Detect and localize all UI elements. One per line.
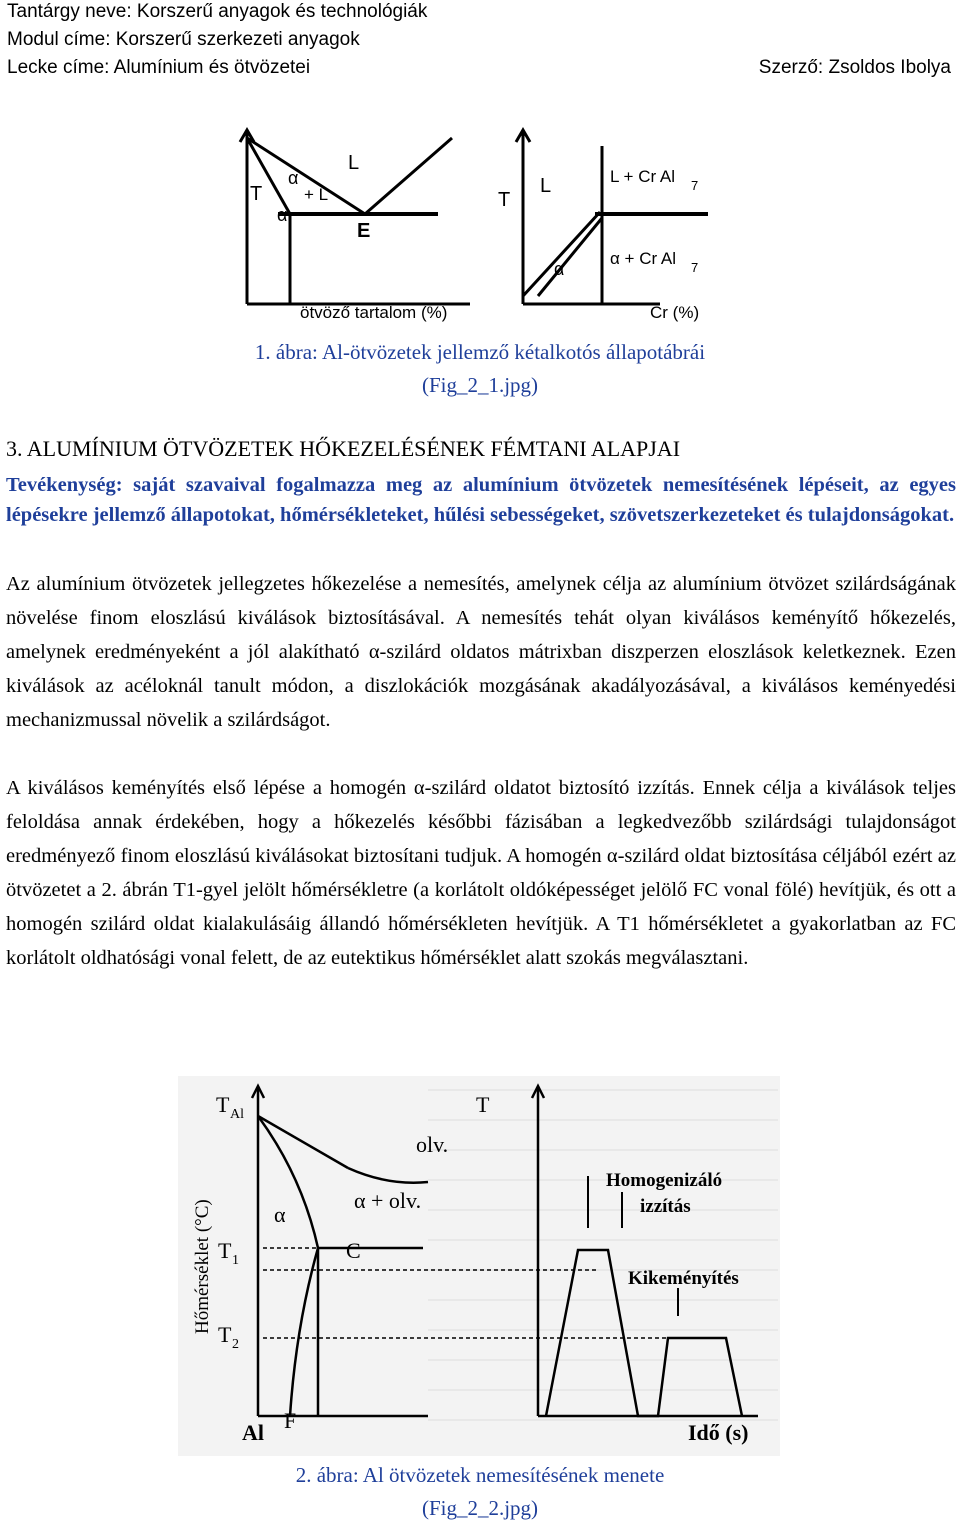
fig2-kikem: Kikeményítés [628,1268,739,1289]
fig2-alpha: α [274,1202,286,1227]
fig1-right-l: L [540,175,552,197]
fig2-homog-2: izzítás [640,1196,691,1217]
fig2-alpha-olv: α + olv. [354,1188,422,1213]
fig1-left-alpha-l: α [288,168,299,188]
fig1-left-alpha: α [277,205,288,225]
figure-2-caption: 2. ábra: Al ötvözetek nemesítésének menete [295,1463,665,1487]
paragraph-2: A kiválásos keményítés első lépése a homogén α-szilárd oldatot biztosító izzítás. Ennek célja a kiválások teljes feloldása annak érdekében, hogy a hőkezelés későbbi fázisában a legkedvezőbb szilárdsági tulajdonságot eredményező finom eloszlású kiválásokat biztosítani tudjuk. A homogén α-szilárd oldat biztosítása céljából ezért az ötvözetet a 2. ábrán T1-gyel jelölt hőmérsékletre (a korlátolt oldóképességet jelölő FC vonal fölé) hevítjük, és ott a homogén szilárd oldat kialakulásáig állandó hőmérsékleten hevítjük. A T1 hőmérsékletet a gyakorlatban az FC korlátolt oldhatósági vonal felett, de az eutektikus hőmérséklet alatt szokás megválasztani. [6,777,956,969]
author: Szerző: Zsoldos Ibolya [758,57,951,78]
figure-2-precipitation-hardening [178,1076,780,1456]
fig2-c: C [346,1238,361,1263]
fig2-t-al-sub: Al [230,1107,244,1122]
activity-text: Tevékenység: saját szavaival fogalmazza meg az alumínium ötvözetek nemesítésének lépéseit, az egyes lépésekre jellemző állapotokat, hőmérsékleteket, hűlési sebességeket, szövetszerkezeteket és tulajdonságokat. [6,474,956,526]
figure-1-phase-diagrams [230,118,730,330]
section-title: 3. ALUMÍNIUM ÖTVÖZETEK HŐKEZELÉSÉNEK FÉMTANI ALAPJAI [6,436,681,461]
fig1-left-t-label: T [250,183,263,205]
fig2-t1: T [218,1238,232,1263]
fig1-right-l-cr: L + Cr Al [610,167,676,186]
fig1-left-x-axis: ötvöző tartalom (%) [300,303,448,322]
fig2-f: F [284,1408,297,1433]
fig1-right-x-axis: Cr (%) [650,303,700,322]
fig1-right-l-cr-sub: 7 [691,178,699,193]
fig1-right-t-label: T [498,189,511,211]
fig2-t1-sub: 1 [232,1253,239,1268]
fig1-left-l: L [348,152,360,174]
fig1-right-alpha: α [554,259,565,279]
fig2-t2: T [218,1322,232,1347]
fig2-t2-sub: 2 [232,1337,239,1352]
module-title: Modul címe: Korszerű szerkezeti anyagok [7,29,360,50]
figure-1-caption: 1. ábra: Al-ötvözetek jellemző kétalkotós állapotábrái [254,340,706,364]
right-phase-diagram [516,130,708,304]
lesson-title: Lecke címe: Alumínium és ötvözetei [7,57,311,78]
fig1-right-alpha-cr-sub: 7 [691,260,699,275]
fig2-ido: Idő (s) [688,1420,749,1445]
subject-title: Tantárgy neve: Korszerű anyagok és technológiák [7,1,428,22]
figure-2-filename: (Fig_2_2.jpg) [421,1496,539,1520]
fig2-homog-1: Homogenizáló [606,1170,723,1191]
fig1-left-plus-l: + L [304,185,329,204]
fig1-right-alpha-cr: α + Cr Al [610,249,677,268]
fig1-left-e: E [357,220,371,242]
fig2-olv: olv. [416,1132,449,1157]
fig2-t-al: T [216,1092,230,1117]
paragraph-1: Az alumínium ötvözetek jellegzetes hőkezelése a nemesítés, amelynek célja az alumínium ötvözet szilárdságának növelése finom eloszlású kiválások biztosításával. A nemesítés tehát olyan kiválásos keményítő hőkezelés, amelynek eredményeként a jól alakítható α-szilárd oldatos mátrixban diszperzen eloszlások keletkeznek. Ezen kiválások az acéloknál tanult módon, a diszlokációk mozgásának akadályozásával, a kiválásos keményedési mechanizmussal növelik a szilárdságot. [6,573,956,731]
fig2-al: Al [242,1420,264,1445]
fig2-y-axis: Hőmérséklet (°C) [192,1199,213,1334]
figure-1-filename: (Fig_2_1.jpg) [421,373,539,397]
fig2-t: T [476,1092,490,1117]
